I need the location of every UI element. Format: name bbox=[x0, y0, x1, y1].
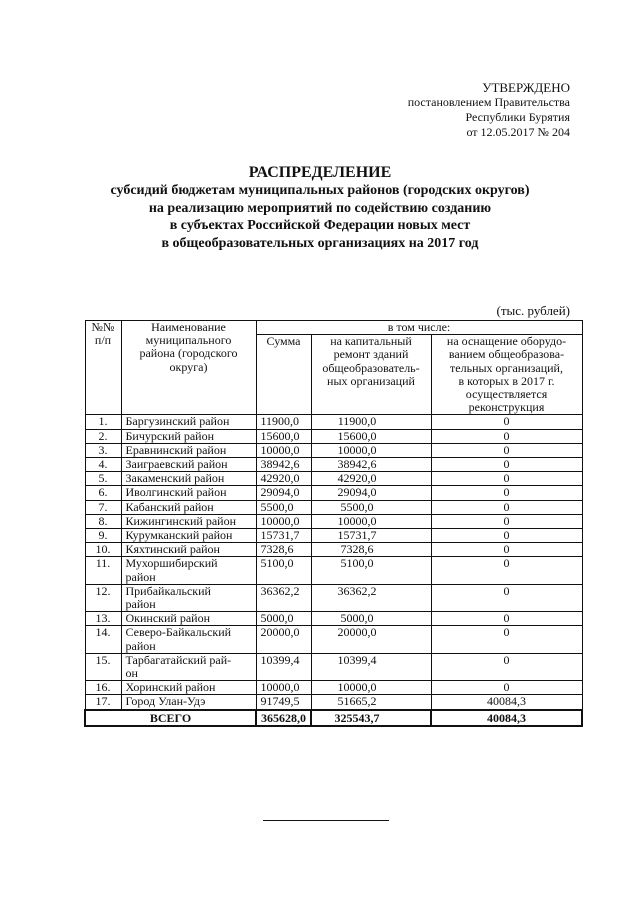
row-district-name-line: район bbox=[125, 569, 156, 584]
row-sum: 11900,0 bbox=[256, 415, 311, 429]
total-capital-repair: 325543,7 bbox=[311, 710, 431, 726]
row-number: 16. bbox=[85, 681, 121, 695]
table-row bbox=[85, 514, 582, 528]
row-district-name-line: Тарбагатайский рай- bbox=[125, 652, 232, 667]
table-row bbox=[85, 500, 582, 514]
row-district-name-line: Закаменский район bbox=[125, 471, 225, 486]
total-sum: 365628,0 bbox=[256, 710, 311, 726]
row-number: 14. bbox=[85, 626, 121, 653]
row-sum: 15731,7 bbox=[256, 529, 311, 543]
row-equipment: 40084,3 bbox=[431, 695, 582, 710]
table-row bbox=[85, 543, 582, 557]
table-row bbox=[85, 443, 582, 457]
row-number: 9. bbox=[85, 529, 121, 543]
row-sum: 10399,4 bbox=[256, 653, 311, 680]
row-capital-repair: 10000,0 bbox=[311, 443, 431, 457]
row-district-name bbox=[121, 486, 256, 500]
row-capital-repair: 36362,2 bbox=[311, 584, 431, 611]
row-number: 3. bbox=[85, 443, 121, 457]
row-district-name-line: Прибайкальский bbox=[125, 583, 211, 598]
row-sum: 10000,0 bbox=[256, 514, 311, 528]
header-capital-repair: на капитальный ремонт зданий общеобразователь- ных организаций bbox=[311, 335, 431, 415]
row-sum: 15600,0 bbox=[256, 429, 311, 443]
row-district-name bbox=[121, 443, 256, 457]
row-capital-repair: 42920,0 bbox=[311, 472, 431, 486]
row-capital-repair: 20000,0 bbox=[311, 626, 431, 653]
table-row bbox=[85, 653, 582, 680]
row-district-name bbox=[121, 626, 256, 653]
row-equipment: 0 bbox=[431, 514, 582, 528]
row-district-name bbox=[121, 429, 256, 443]
row-number: 12. bbox=[85, 584, 121, 611]
row-district-name-line: Кабанский район bbox=[125, 499, 214, 514]
row-number: 10. bbox=[85, 543, 121, 557]
row-number: 1. bbox=[85, 415, 121, 429]
row-district-name-line: Окинский район bbox=[125, 611, 211, 626]
row-sum: 42920,0 bbox=[256, 472, 311, 486]
table-row bbox=[85, 472, 582, 486]
table-row bbox=[85, 557, 582, 584]
approval-heading: УТВЕРЖДЕНО bbox=[482, 80, 570, 95]
row-number: 7. bbox=[85, 500, 121, 514]
row-sum: 36362,2 bbox=[256, 584, 311, 611]
row-capital-repair: 10000,0 bbox=[311, 514, 431, 528]
row-equipment: 0 bbox=[431, 415, 582, 429]
units-label: (тыс. рублей) bbox=[496, 303, 570, 318]
row-capital-repair: 10000,0 bbox=[311, 681, 431, 695]
row-capital-repair: 29094,0 bbox=[311, 486, 431, 500]
total-label: ВСЕГО bbox=[85, 710, 256, 726]
total-equipment: 40084,3 bbox=[431, 710, 582, 726]
row-district-name-line: Северо-Байкальский bbox=[125, 625, 232, 640]
row-district-name-line: Иволгинский район bbox=[125, 485, 227, 500]
row-equipment: 0 bbox=[431, 443, 582, 457]
row-capital-repair: 15600,0 bbox=[311, 429, 431, 443]
row-district-name bbox=[121, 612, 256, 626]
row-district-name bbox=[121, 514, 256, 528]
table-row bbox=[85, 415, 582, 429]
row-sum: 20000,0 bbox=[256, 626, 311, 653]
row-capital-repair: 7328,6 bbox=[311, 543, 431, 557]
row-district-name-line: Город Улан-Удэ bbox=[125, 694, 206, 709]
row-capital-repair: 11900,0 bbox=[311, 415, 431, 429]
row-equipment: 0 bbox=[431, 472, 582, 486]
row-district-name-line: Хоринский район bbox=[125, 680, 216, 695]
row-district-name bbox=[121, 653, 256, 680]
row-sum: 38942,6 bbox=[256, 458, 311, 472]
approval-stamp bbox=[408, 80, 570, 140]
row-district-name bbox=[121, 472, 256, 486]
row-number: 15. bbox=[85, 653, 121, 680]
row-number: 5. bbox=[85, 472, 121, 486]
row-sum: 5100,0 bbox=[256, 557, 311, 584]
row-district-name bbox=[121, 557, 256, 584]
table-row bbox=[85, 681, 582, 695]
row-sum: 10000,0 bbox=[256, 443, 311, 457]
row-equipment: 0 bbox=[431, 543, 582, 557]
row-district-name-line: Кяхтинский район bbox=[125, 542, 220, 557]
row-equipment: 0 bbox=[431, 529, 582, 543]
row-equipment: 0 bbox=[431, 429, 582, 443]
title-main: РАСПРЕДЕЛЕНИЕ bbox=[248, 164, 392, 181]
row-district-name bbox=[121, 681, 256, 695]
row-sum: 5000,0 bbox=[256, 612, 311, 626]
row-sum: 7328,6 bbox=[256, 543, 311, 557]
row-district-name-line: Мухоршибирский bbox=[125, 556, 218, 571]
header-number: №№ п/п bbox=[85, 321, 121, 415]
total-row bbox=[85, 710, 582, 726]
row-district-name-line: Еравнинский район bbox=[125, 442, 227, 457]
row-capital-repair: 5500,0 bbox=[311, 500, 431, 514]
row-district-name bbox=[121, 500, 256, 514]
approval-line-1: постановлением Правительства bbox=[407, 95, 570, 109]
approval-line-2: Республики Бурятия bbox=[465, 110, 570, 124]
row-district-name-line: Баргузинский район bbox=[125, 414, 230, 429]
row-equipment: 0 bbox=[431, 557, 582, 584]
row-capital-repair: 38942,6 bbox=[311, 458, 431, 472]
row-district-name-line: Кижингинский район bbox=[125, 513, 236, 528]
header-name: Наименование муниципального района (городского округа) bbox=[121, 321, 256, 415]
table-row bbox=[85, 626, 582, 653]
row-equipment: 0 bbox=[431, 612, 582, 626]
row-equipment: 0 bbox=[431, 500, 582, 514]
table-row bbox=[85, 458, 582, 472]
row-number: 8. bbox=[85, 514, 121, 528]
row-equipment: 0 bbox=[431, 626, 582, 653]
row-number: 17. bbox=[85, 695, 121, 710]
row-district-name-line: район bbox=[125, 638, 156, 653]
row-district-name-line: район bbox=[125, 597, 156, 612]
table-row bbox=[85, 695, 582, 710]
row-equipment: 0 bbox=[431, 681, 582, 695]
row-number: 13. bbox=[85, 612, 121, 626]
document-title bbox=[0, 163, 640, 252]
row-sum: 5500,0 bbox=[256, 500, 311, 514]
row-district-name bbox=[121, 695, 256, 710]
row-sum: 91749,5 bbox=[256, 695, 311, 710]
row-number: 2. bbox=[85, 429, 121, 443]
row-district-name bbox=[121, 415, 256, 429]
row-capital-repair: 51665,2 bbox=[311, 695, 431, 710]
row-capital-repair: 10399,4 bbox=[311, 653, 431, 680]
header-including: в том числе: bbox=[256, 321, 582, 335]
footer-divider bbox=[263, 820, 389, 821]
table-row bbox=[85, 429, 582, 443]
row-equipment: 0 bbox=[431, 584, 582, 611]
title-line-2: на реализацию мероприятий по содействию созданию bbox=[148, 200, 492, 216]
header-sum: Сумма bbox=[256, 335, 311, 415]
row-district-name-line: Заиграевский район bbox=[125, 457, 228, 472]
row-district-name bbox=[121, 458, 256, 472]
row-number: 4. bbox=[85, 458, 121, 472]
row-equipment: 0 bbox=[431, 458, 582, 472]
row-sum: 10000,0 bbox=[256, 681, 311, 695]
row-number: 6. bbox=[85, 486, 121, 500]
table-row bbox=[85, 486, 582, 500]
table-row bbox=[85, 584, 582, 611]
table-row bbox=[85, 529, 582, 543]
title-line-1: субсидий бюджетам муниципальных районов (городских округов) bbox=[110, 183, 530, 198]
header-equipment: на оснащение оборудо- ванием общеобразова- тельных организаций, в которых в 2017 г. осуществляется реконструкция bbox=[431, 335, 582, 415]
row-district-name bbox=[121, 543, 256, 557]
row-capital-repair: 5100,0 bbox=[311, 557, 431, 584]
subsidy-table bbox=[84, 320, 583, 727]
row-equipment: 0 bbox=[431, 486, 582, 500]
row-sum: 29094,0 bbox=[256, 486, 311, 500]
row-capital-repair: 15731,7 bbox=[311, 529, 431, 543]
row-number: 11. bbox=[85, 557, 121, 584]
table-body bbox=[85, 415, 582, 710]
row-district-name-line: Курумканский район bbox=[125, 528, 233, 543]
table-row bbox=[85, 612, 582, 626]
title-line-4: в общеобразовательных организациях на 2017 год bbox=[161, 235, 479, 251]
row-district-name-line: Бичурский район bbox=[125, 428, 215, 443]
row-district-name bbox=[121, 584, 256, 611]
approval-line-3: от 12.05.2017 № 204 bbox=[466, 125, 570, 139]
row-district-name-line: он bbox=[125, 666, 138, 681]
title-line-3: в субъектах Российской Федерации новых мест bbox=[169, 218, 471, 233]
row-district-name bbox=[121, 529, 256, 543]
row-capital-repair: 5000,0 bbox=[311, 612, 431, 626]
row-equipment: 0 bbox=[431, 653, 582, 680]
